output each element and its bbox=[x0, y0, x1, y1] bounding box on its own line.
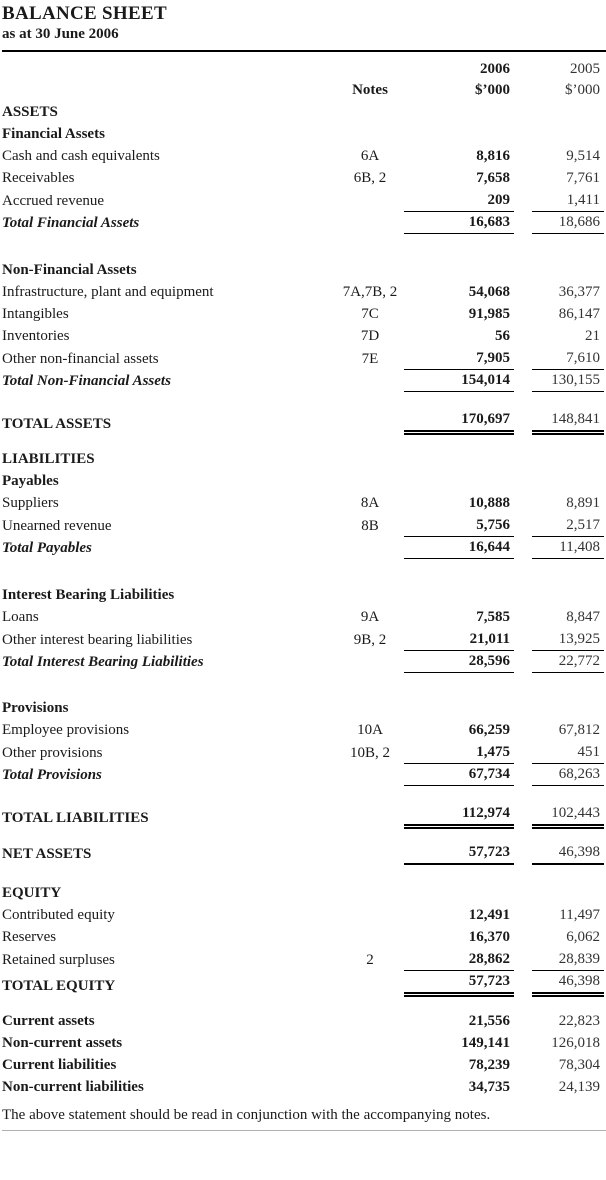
cell-v2006: 21,011 bbox=[404, 628, 514, 651]
cell-v2005: 24,139 bbox=[558, 1079, 600, 1095]
page-subtitle: as at 30 June 2006 bbox=[2, 25, 606, 52]
table-row bbox=[2, 211, 606, 233]
table-row bbox=[2, 347, 606, 369]
table-row bbox=[2, 926, 606, 948]
cell-label: Total Provisions bbox=[2, 767, 102, 783]
cell-label: Cash and cash equivalents bbox=[2, 148, 160, 164]
cell-v2005: 28,839 bbox=[532, 948, 604, 971]
cell-label: TOTAL ASSETS bbox=[2, 416, 112, 432]
cell-v2005: 126,018 bbox=[551, 1035, 600, 1051]
cell-label: Other non-financial assets bbox=[2, 351, 159, 367]
cell-v2006: 10,888 bbox=[468, 495, 510, 511]
cell-label: Non-current assets bbox=[2, 1035, 123, 1051]
table-row bbox=[2, 408, 606, 430]
cell-label: Interest Bearing Liabilities bbox=[2, 587, 175, 603]
cell-note: 10B, 2 bbox=[349, 745, 390, 761]
table-row bbox=[2, 697, 606, 719]
table-row bbox=[2, 303, 606, 325]
cell-label: Other provisions bbox=[2, 745, 103, 761]
cell-v2006: 21,556 bbox=[468, 1013, 510, 1029]
cell-label: Other interest bearing liabilities bbox=[2, 632, 193, 648]
table-row bbox=[2, 369, 606, 391]
cell-label: Payables bbox=[2, 473, 59, 489]
cell-v2006: 112,974 bbox=[404, 802, 514, 829]
table-row bbox=[2, 628, 606, 650]
table-row bbox=[2, 841, 606, 863]
table-row bbox=[2, 1010, 606, 1032]
cell-label: Current liabilities bbox=[2, 1057, 117, 1073]
cell-v2005: 130,155 bbox=[532, 369, 604, 392]
footer-note: The above statement should be read in conjunction with the accompanying notes. bbox=[2, 1107, 491, 1123]
cell-v2006: 34,735 bbox=[468, 1079, 510, 1095]
cell-v2005: 1,411 bbox=[532, 189, 604, 212]
cell-v2005: 102,443 bbox=[532, 802, 604, 829]
cell-v2005: 21 bbox=[585, 328, 600, 344]
cell-v2005: 8,847 bbox=[566, 609, 600, 625]
cell-v2005: 7,610 bbox=[532, 347, 604, 370]
table-row bbox=[2, 145, 606, 167]
table-row bbox=[2, 167, 606, 189]
table-row bbox=[2, 101, 606, 123]
cell-label: Loans bbox=[2, 609, 39, 625]
table-row bbox=[2, 448, 606, 470]
table-row bbox=[2, 650, 606, 672]
cell-v2005: 11,408 bbox=[532, 536, 604, 559]
cell-v2006: 28,862 bbox=[404, 948, 514, 971]
cell-label: Contributed equity bbox=[2, 907, 115, 923]
cell-v2005: 18,686 bbox=[532, 211, 604, 234]
table-row bbox=[2, 904, 606, 926]
cell-v2005: 451 bbox=[532, 741, 604, 764]
cell-v2006: 1,475 bbox=[404, 741, 514, 764]
cell-v2006: 54,068 bbox=[468, 284, 510, 300]
page-edge-rule bbox=[2, 1130, 606, 1131]
cell-v2005: 46,398 bbox=[532, 970, 604, 997]
cell-label: Inventories bbox=[2, 328, 70, 344]
column-header-years-row bbox=[2, 59, 606, 80]
cell-v2005: 78,304 bbox=[558, 1057, 600, 1073]
cell-v2006: 8,816 bbox=[476, 148, 510, 164]
table-row bbox=[2, 741, 606, 763]
cell-label: Retained surpluses bbox=[2, 952, 115, 968]
cell-label: Suppliers bbox=[2, 495, 59, 511]
column-header-year-2006: 2006 bbox=[480, 61, 510, 77]
cell-v2006: 12,491 bbox=[468, 907, 510, 923]
table-row bbox=[2, 189, 606, 211]
column-header-notes: Notes bbox=[352, 82, 388, 98]
cell-v2006: 170,697 bbox=[404, 408, 514, 435]
cell-v2005: 13,925 bbox=[532, 628, 604, 651]
cell-v2005: 36,377 bbox=[558, 284, 600, 300]
table-row bbox=[2, 584, 606, 606]
cell-v2005: 8,891 bbox=[566, 495, 600, 511]
table-row bbox=[2, 492, 606, 514]
cell-label: TOTAL LIABILITIES bbox=[2, 810, 149, 826]
cell-note: 10A bbox=[357, 722, 383, 738]
cell-v2006: 67,734 bbox=[404, 763, 514, 786]
table-row bbox=[2, 606, 606, 628]
cell-v2006: 209 bbox=[404, 189, 514, 212]
cell-label: Total Non-Financial Assets bbox=[2, 373, 171, 389]
cell-label: TOTAL EQUITY bbox=[2, 978, 116, 994]
cell-v2006: 149,141 bbox=[461, 1035, 510, 1051]
table-row bbox=[2, 882, 606, 904]
cell-label: Employee provisions bbox=[2, 722, 130, 738]
cell-note: 6A bbox=[360, 148, 380, 164]
cell-note: 9B, 2 bbox=[353, 632, 387, 648]
cell-v2006: 57,723 bbox=[404, 841, 514, 865]
table-row bbox=[2, 1054, 606, 1076]
cell-label: Financial Assets bbox=[2, 126, 105, 142]
table-row bbox=[2, 970, 606, 992]
cell-v2005: 86,147 bbox=[558, 306, 600, 322]
cell-v2005: 2,517 bbox=[532, 514, 604, 537]
cell-note: 2 bbox=[366, 952, 374, 968]
cell-label: NET ASSETS bbox=[2, 846, 92, 862]
cell-v2006: 91,985 bbox=[468, 306, 510, 322]
cell-v2005: 7,761 bbox=[566, 170, 600, 186]
column-headers bbox=[2, 59, 606, 101]
table-row bbox=[2, 802, 606, 824]
column-header-units-2005: $’000 bbox=[565, 82, 600, 98]
cell-v2006: 5,756 bbox=[404, 514, 514, 537]
cell-note: 8A bbox=[360, 495, 380, 511]
column-header-year-2005: 2005 bbox=[570, 61, 600, 77]
cell-v2005: 46,398 bbox=[532, 841, 604, 865]
table-row bbox=[2, 325, 606, 347]
cell-v2006: 154,014 bbox=[404, 369, 514, 392]
table-row bbox=[2, 281, 606, 303]
cell-label: Provisions bbox=[2, 700, 69, 716]
table-row bbox=[2, 259, 606, 281]
table-row bbox=[2, 514, 606, 536]
column-header-units-row bbox=[2, 80, 606, 101]
cell-label: Total Financial Assets bbox=[2, 215, 140, 231]
cell-label: Total Payables bbox=[2, 540, 92, 556]
cell-label: Current assets bbox=[2, 1013, 95, 1029]
cell-label: LIABILITIES bbox=[2, 451, 95, 467]
cell-v2005: 68,263 bbox=[532, 763, 604, 786]
cell-label: Unearned revenue bbox=[2, 518, 112, 534]
cell-label: Intangibles bbox=[2, 306, 69, 322]
table-row bbox=[2, 719, 606, 741]
cell-label: Infrastructure, plant and equipment bbox=[2, 284, 214, 300]
cell-v2006: 7,905 bbox=[404, 347, 514, 370]
table-row bbox=[2, 763, 606, 785]
cell-v2006: 66,259 bbox=[468, 722, 510, 738]
cell-v2005: 22,772 bbox=[532, 650, 604, 673]
cell-label: Receivables bbox=[2, 170, 75, 186]
table-row bbox=[2, 536, 606, 558]
cell-label: Non-current liabilities bbox=[2, 1079, 144, 1095]
cell-label: Non-Financial Assets bbox=[2, 262, 137, 278]
table-row bbox=[2, 1032, 606, 1054]
page-title: BALANCE SHEET bbox=[2, 3, 167, 24]
cell-v2005: 9,514 bbox=[566, 148, 600, 164]
cell-v2006: 28,596 bbox=[404, 650, 514, 673]
cell-v2005: 6,062 bbox=[566, 929, 600, 945]
cell-label: ASSETS bbox=[2, 104, 58, 120]
balance-sheet-rows bbox=[2, 101, 606, 1098]
table-row bbox=[2, 1076, 606, 1098]
cell-label: Total Interest Bearing Liabilities bbox=[2, 654, 204, 670]
cell-label: Accrued revenue bbox=[2, 193, 105, 209]
table-row bbox=[2, 948, 606, 970]
cell-label: EQUITY bbox=[2, 885, 62, 901]
cell-v2006: 16,683 bbox=[404, 211, 514, 234]
cell-v2006: 16,370 bbox=[468, 929, 510, 945]
cell-note: 7C bbox=[361, 306, 379, 322]
cell-note: 7E bbox=[361, 351, 379, 367]
cell-v2006: 7,658 bbox=[476, 170, 510, 186]
cell-v2006: 7,585 bbox=[476, 609, 510, 625]
cell-v2005: 22,823 bbox=[558, 1013, 600, 1029]
cell-v2006: 57,723 bbox=[404, 970, 514, 997]
cell-label: Reserves bbox=[2, 929, 57, 945]
cell-v2005: 11,497 bbox=[559, 907, 600, 923]
cell-note: 7A,7B, 2 bbox=[342, 284, 398, 300]
cell-v2005: 148,841 bbox=[532, 408, 604, 435]
cell-v2006: 56 bbox=[495, 328, 510, 344]
table-row bbox=[2, 470, 606, 492]
cell-v2006: 78,239 bbox=[468, 1057, 510, 1073]
table-row bbox=[2, 123, 606, 145]
cell-v2006: 16,644 bbox=[404, 536, 514, 559]
cell-note: 7D bbox=[360, 328, 380, 344]
cell-v2005: 67,812 bbox=[558, 722, 600, 738]
cell-note: 9A bbox=[360, 609, 380, 625]
cell-note: 6B, 2 bbox=[353, 170, 387, 186]
cell-note: 8B bbox=[361, 518, 379, 534]
column-header-units-2006: $’000 bbox=[475, 82, 510, 98]
